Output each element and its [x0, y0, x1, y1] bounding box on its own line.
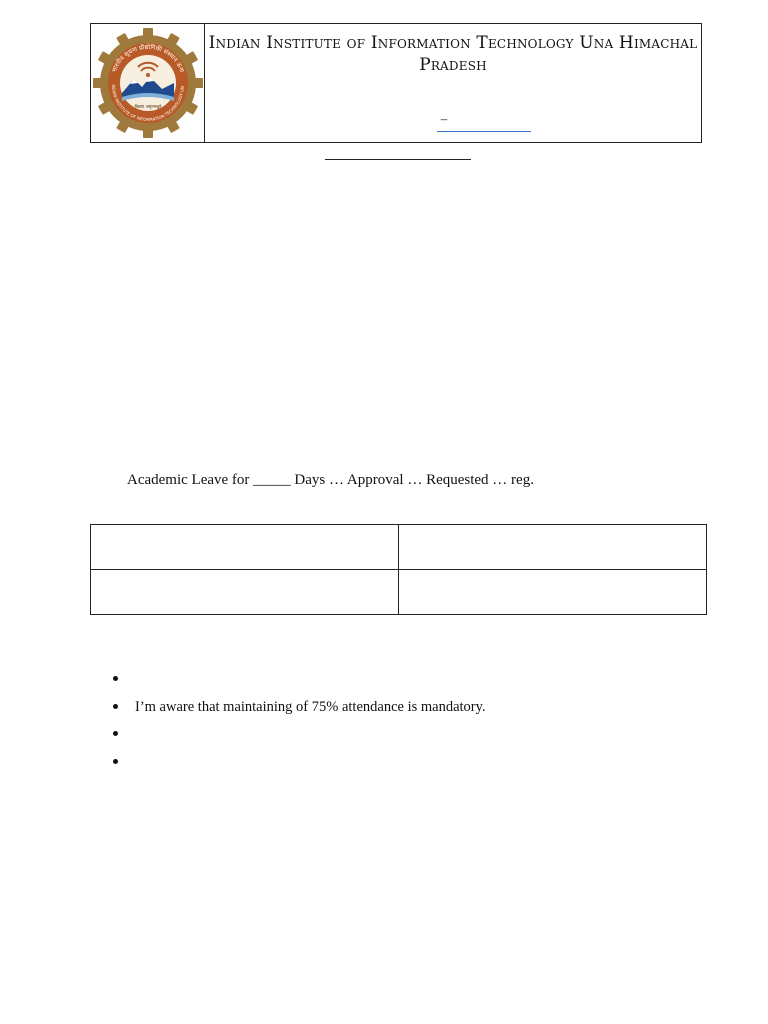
table-cell	[91, 570, 399, 615]
table-cell	[399, 525, 707, 570]
link-underline[interactable]	[437, 131, 531, 132]
bullet-icon	[113, 704, 118, 709]
bullet-icon	[113, 731, 118, 736]
list-item-text: I’m aware that maintaining of 75% attendance is mandatory.	[135, 698, 486, 715]
subject-line: Academic Leave for _____ Days … Approval … Requested … reg.	[127, 472, 534, 488]
list-item	[111, 668, 486, 696]
list-item	[111, 751, 486, 779]
bullet-icon	[113, 676, 118, 681]
letterhead-box	[90, 23, 702, 143]
bullet-icon	[113, 759, 118, 764]
header-rule	[325, 159, 471, 160]
table-row	[91, 570, 707, 615]
dash-mark: –	[440, 111, 448, 126]
list-item	[111, 723, 486, 751]
logo-ring-top: भारतीय सूचना प्रौद्योगिकी संस्थान ऊना	[110, 43, 185, 74]
declaration-list	[111, 668, 486, 778]
table-cell	[399, 570, 707, 615]
details-table	[90, 524, 707, 615]
table-cell	[91, 525, 399, 570]
list-item	[111, 696, 486, 724]
institute-title: Indian Institute of Information Technology Una Himachal Pradesh	[208, 33, 698, 75]
title-cell	[205, 24, 701, 142]
table-row	[91, 525, 707, 570]
logo-ring-bottom: NDIAN INSTITUTE OF INFORMATION TECHNOLOGY UN	[110, 84, 185, 123]
logo-motto: विद्यया अमृतमश्नुते	[134, 104, 161, 109]
